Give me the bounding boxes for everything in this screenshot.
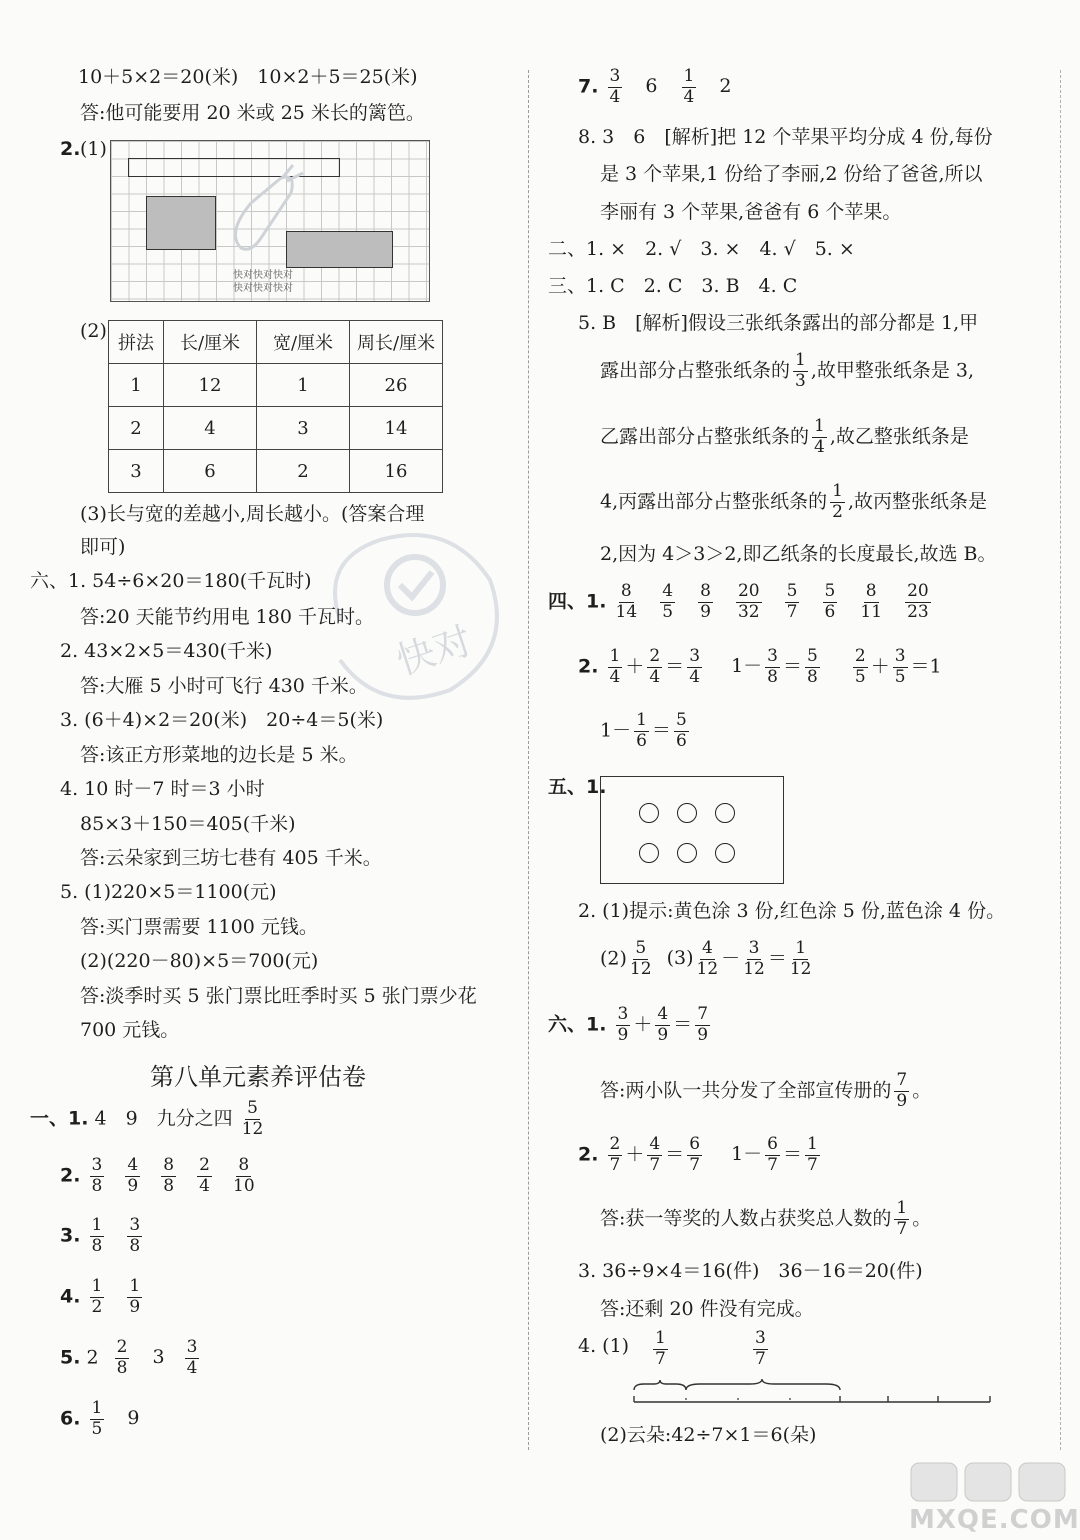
circle-shape [639, 803, 659, 823]
table-cell: 1 [257, 364, 350, 407]
sub-question-label: (2) [80, 320, 107, 342]
table-cell: 4 [164, 407, 257, 450]
segment-label [750, 1330, 771, 1369]
answer-line: 答:20 天能节约用电 180 千瓦时。 [80, 606, 374, 628]
fraction: $\frac{8}{8}$ [163, 1155, 175, 1196]
answer-line: 10＋5×2＝20(米) 10×2＋5＝25(米) [78, 66, 418, 88]
answer-line: 2. $\frac{1}{4}$ ＋ $\frac{2}{4}$ ＝ $\frac{3}{4}$ 1－ $\frac{3}{8}$ ＝ $\frac{5}{8}$ $\frac{2}{5}$ ＋ $\frac{3}{5}$ ＝1 [578, 646, 942, 687]
answer-line: 答:获一等奖的人数占获奖总人数的 $\frac{1}{7}$ 。 [600, 1198, 932, 1239]
site-logo-text: MXQE.COM [909, 1505, 1080, 1535]
fraction: $\frac{4}{7}$ [649, 1134, 661, 1175]
question-number: 2. [60, 138, 81, 160]
fraction: $\frac{2}{8}$ [116, 1337, 128, 1378]
answer-line: 5. (1)220×5＝1100(元) [60, 881, 277, 903]
fraction: $\frac{1}{6}$ [636, 710, 647, 751]
fraction: $\frac{1}{7}$ [655, 1328, 666, 1369]
next-page-edge [1060, 70, 1061, 1450]
answer-line: 3. 36÷9×4＝16(件) 36－16＝20(件) [578, 1260, 923, 1282]
answer-line: 7. $\frac{3}{4}$ 6 $\frac{1}{4}$ 2 [578, 66, 732, 107]
answer-line: 三、1. C 2. C 3. B 4. C [548, 275, 798, 297]
table-header-cell: 拼法 [109, 321, 164, 364]
answer-line: (2)(220－80)×5＝700(元) [80, 950, 319, 972]
fraction: $\frac{2}{4}$ [649, 646, 661, 687]
segment-diagram [630, 1378, 1000, 1410]
grid-figure [110, 140, 430, 302]
answer-line: 5. 2 $\frac{2}{8}$ 3 $\frac{3}{4}$ [60, 1337, 198, 1378]
fraction: $\frac{1}{12}$ [789, 938, 812, 979]
answer-line: 答:云朵家到三坊七巷有 405 千米。 [80, 847, 382, 869]
fraction: $\frac{5}{12}$ [629, 938, 652, 979]
site-logo [905, 1455, 1080, 1535]
table-cell: 3 [109, 450, 164, 493]
answer-line: 8. 3 6 [解析]把 12 个苹果平均分成 4 份,每份 [578, 126, 993, 148]
answer-line: 1－ $\frac{1}{6}$ ＝ $\frac{5}{6}$ [600, 710, 687, 751]
circle-shape [715, 803, 735, 823]
table-cell: 14 [350, 407, 443, 450]
table-cell: 6 [164, 450, 257, 493]
fraction: $\frac{3}{5}$ [894, 646, 906, 687]
table-cell: 12 [164, 364, 257, 407]
fraction: $\frac{8}{10}$ [233, 1155, 255, 1196]
watermark-label: 快对 [391, 618, 478, 684]
answer-line: 答:买门票需要 1100 元钱。 [80, 916, 318, 938]
answer-line: 4. (1) [578, 1335, 630, 1357]
fraction: $\frac{1}{5}$ [91, 1398, 103, 1439]
answer-line: 2. 43×2×5＝430(千米) [60, 640, 273, 662]
carrot-watermark-icon [221, 163, 311, 258]
fraction: $\frac{3}{8}$ [767, 646, 778, 687]
table-header-row [109, 321, 443, 364]
answer-line: 即可) [80, 536, 126, 558]
fraction: $\frac{5}{7}$ [786, 581, 798, 622]
sub-question-label: (1) [80, 138, 107, 160]
answer-line: 答:大雁 5 小时可飞行 430 千米。 [80, 675, 368, 697]
fraction: $\frac{7}{9}$ [896, 1070, 908, 1111]
answer-line: (3)长与宽的差越小,周长越小。(答案合理 [80, 503, 425, 525]
answer-line: 5. B [解析]假设三张纸条露出的部分都是 1,甲 [578, 312, 979, 334]
fraction: $\frac{3}{8}$ [91, 1155, 103, 1196]
answer-line: (2)云朵:42÷7×1＝6(朵) [600, 1424, 817, 1446]
table-row [109, 407, 443, 450]
table-row [109, 364, 443, 407]
answer-line: 答:还剩 20 件没有完成。 [600, 1298, 814, 1320]
fraction: $\frac{8}{9}$ [700, 581, 711, 622]
answer-line: 答:该正方形菜地的边长是 5 米。 [80, 744, 358, 766]
fraction: $\frac{1}{2}$ [91, 1276, 103, 1317]
answer-logo-icon [905, 1455, 1075, 1505]
table-cell: 3 [257, 407, 350, 450]
fraction: $\frac{20}{23}$ [907, 581, 929, 622]
fraction: $\frac{1}{4}$ [814, 416, 825, 457]
answer-line: 2. $\frac{2}{7}$ ＋ $\frac{4}{7}$ ＝ $\frac{6}{7}$ 1－ $\frac{6}{7}$ ＝ $\frac{1}{7}$ [578, 1134, 818, 1175]
answer-line: 答:他可能要用 20 米或 25 米长的篱笆。 [80, 102, 425, 124]
fraction: $\frac{4}{9}$ [127, 1155, 139, 1196]
fraction: $\frac{8}{11}$ [860, 581, 883, 622]
table-cell: 26 [350, 364, 443, 407]
answer-line: 2. (1)提示:黄色涂 3 份,红色涂 5 份,蓝色涂 4 份。 [578, 900, 1006, 922]
answer-line: 答:淡季时买 5 张门票比旺季时买 5 张门票少花 [80, 985, 477, 1007]
answer-line: 6. $\frac{1}{5}$ 9 [60, 1398, 140, 1439]
fraction: $\frac{3}{12}$ [743, 938, 765, 979]
answer-line: 85×3＋150＝405(千米) [80, 813, 296, 835]
fraction: $\frac{5}{6}$ [824, 581, 836, 622]
answer-line: 3. $\frac{1}{8}$ $\frac{3}{8}$ [60, 1215, 141, 1256]
circle-shape [677, 803, 697, 823]
fraction: $\frac{1}{4}$ [609, 646, 621, 687]
segment-label [650, 1330, 671, 1369]
fraction: $\frac{6}{7}$ [689, 1134, 701, 1175]
fraction: $\frac{1}{7}$ [896, 1198, 908, 1239]
circle-shape [715, 843, 735, 863]
answer-line: 六、1. 54÷6×20＝180(千瓦时) [30, 570, 312, 592]
fraction: $\frac{1}{2}$ [832, 481, 843, 522]
section-title: 第八单元素养评估卷 [150, 1063, 366, 1091]
answer-line: 4. $\frac{1}{2}$ $\frac{1}{9}$ [60, 1276, 141, 1317]
table-cell: 16 [350, 450, 443, 493]
circle-shape [677, 843, 697, 863]
fraction: $\frac{1}{9}$ [129, 1276, 141, 1317]
answer-line: 2. $\frac{3}{8}$ $\frac{4}{9}$ $\frac{8}{8}$ $\frac{2}{4}$ $\frac{8}{10}$ [60, 1155, 255, 1196]
data-table [108, 320, 443, 493]
fraction: $\frac{20}{32}$ [737, 581, 760, 622]
question-number: 五、1. [548, 776, 607, 798]
table-cell: 2 [257, 450, 350, 493]
column-divider [528, 70, 529, 1450]
fraction: $\frac{3}{8}$ [129, 1215, 141, 1256]
circle-shape [639, 843, 659, 863]
fraction: $\frac{2}{7}$ [609, 1134, 621, 1175]
fraction: $\frac{4}{9}$ [657, 1004, 669, 1045]
answer-line: 答:两小队一共分发了全部宣传册的 $\frac{7}{9}$ 。 [600, 1070, 932, 1111]
table-header-cell: 长/厘米 [164, 321, 257, 364]
answer-line: 六、1. $\frac{3}{9}$ ＋ $\frac{4}{9}$ ＝ $\frac{7}{9}$ [548, 1004, 709, 1045]
answer-line: 4,丙露出部分占整张纸条的 $\frac{1}{2}$ ,故丙整张纸条是 [600, 481, 988, 522]
table-row [109, 450, 443, 493]
fraction: $\frac{5}{8}$ [807, 646, 818, 687]
fraction: $\frac{2}{5}$ [854, 646, 866, 687]
fraction: $\frac{4}{5}$ [662, 581, 674, 622]
fraction: $\frac{2}{4}$ [199, 1155, 210, 1196]
grid-rectangle-square [146, 196, 216, 250]
fraction: $\frac{3}{7}$ [755, 1328, 766, 1369]
answer-line: 是 3 个苹果,1 份给了李丽,2 份给了爸爸,所以 [600, 163, 983, 185]
fraction: $\frac{3}{4}$ [186, 1337, 198, 1378]
answer-line: 2,因为 4＞3＞2,即乙纸条的长度最长,故选 B。 [600, 543, 997, 565]
fraction: $\frac{6}{7}$ [767, 1134, 778, 1175]
answer-line: 一、1. 4 9 九分之四 $\frac{5}{12}$ [30, 1098, 264, 1139]
answer-line: 3. (6＋4)×2＝20(米) 20÷4＝5(米) [60, 709, 384, 731]
fraction: $\frac{4}{12}$ [696, 938, 719, 979]
fraction: $\frac{5}{6}$ [675, 710, 687, 751]
fraction: $\frac{1}{8}$ [91, 1215, 103, 1256]
answer-line: 乙露出部分占整张纸条的 $\frac{1}{4}$ ,故乙整张纸条是 [600, 416, 969, 457]
circle-box-figure [600, 776, 784, 884]
fraction: $\frac{1}{7}$ [807, 1134, 818, 1175]
fraction: $\frac{7}{9}$ [697, 1004, 709, 1045]
answer-line: 李丽有 3 个苹果,爸爸有 6 个苹果。 [600, 201, 902, 223]
table-header-cell: 宽/厘米 [257, 321, 350, 364]
answer-line: (2) $\frac{5}{12}$ (3) $\frac{4}{12}$ － $\frac{3}{12}$ ＝ $\frac{1}{12}$ [600, 938, 812, 979]
answer-line: 露出部分占整张纸条的 $\frac{1}{3}$ ,故甲整张纸条是 3, [600, 350, 975, 391]
fraction: $\frac{1}{3}$ [795, 350, 806, 391]
table-header-cell: 周长/厘米 [350, 321, 443, 364]
table-cell: 1 [109, 364, 164, 407]
fraction: $\frac{3}{4}$ [609, 66, 621, 107]
watermark-text: 快对快对快对 快对快对快对 [233, 270, 293, 294]
fraction: $\frac{5}{12}$ [241, 1098, 264, 1139]
answer-line: 4. 10 时－7 时＝3 小时 [60, 778, 265, 800]
answer-line: 700 元钱。 [80, 1019, 180, 1041]
table-cell: 2 [109, 407, 164, 450]
answer-line: 四、1. $\frac{8}{14}$ $\frac{4}{5}$ $\frac{8}{9}$ $\frac{20}{32}$ $\frac{5}{7}$ $\frac{5}{6}$ $\frac{8}{11}$ $\frac{20}{23}$ [548, 581, 929, 622]
answer-line: 二、1. × 2. √ 3. × 4. √ 5. × [548, 238, 855, 260]
fraction: $\frac{8}{14}$ [615, 581, 638, 622]
fraction: $\frac{1}{4}$ [683, 66, 695, 107]
fraction: $\frac{3}{9}$ [617, 1004, 629, 1045]
fraction: $\frac{3}{4}$ [689, 646, 701, 687]
